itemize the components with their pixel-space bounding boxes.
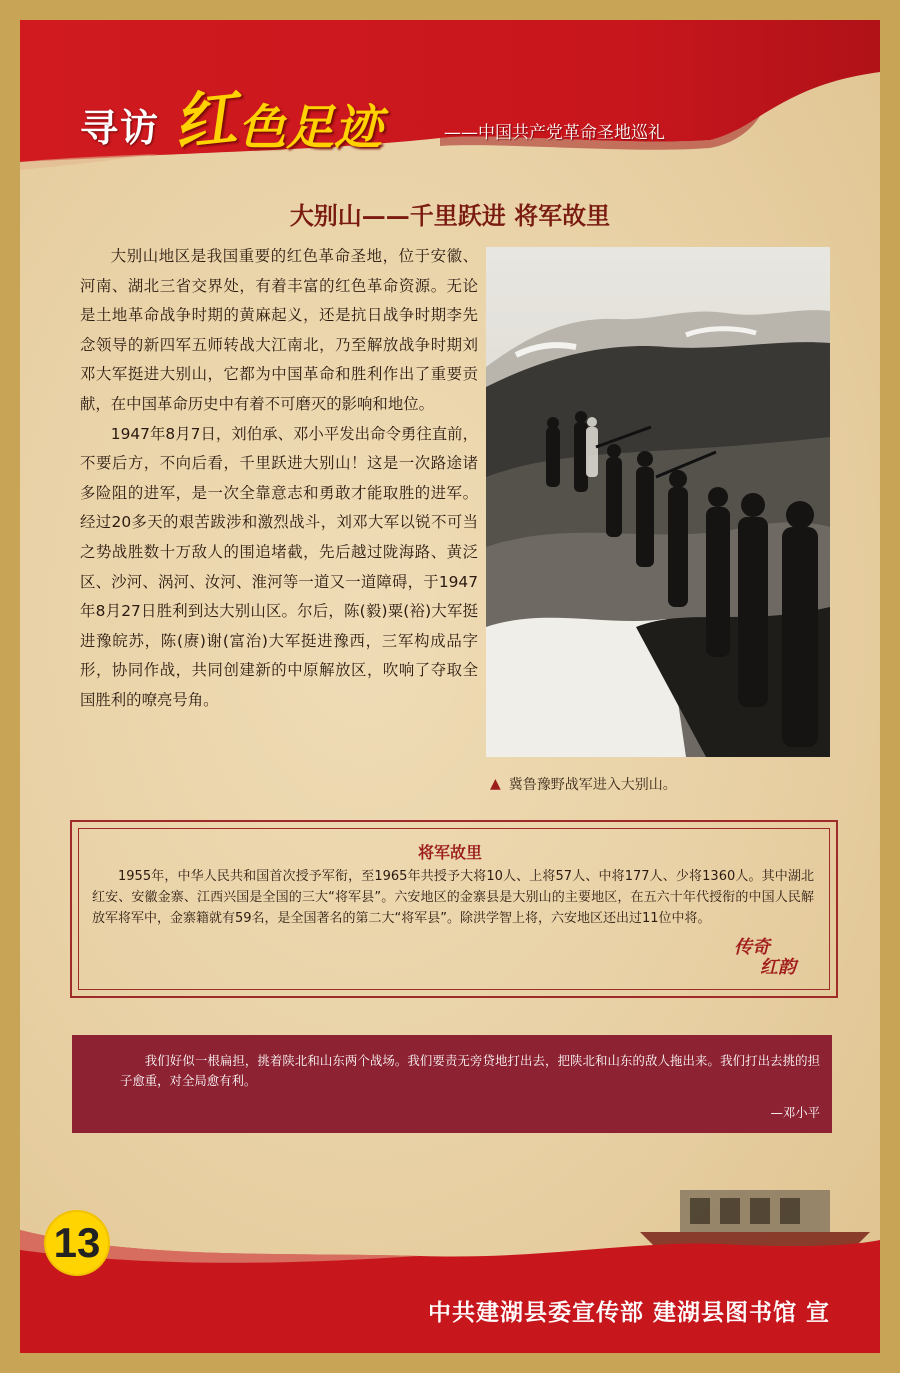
legend-seal (720, 936, 820, 990)
page-number-badge: 13 (46, 1212, 108, 1274)
article-paragraph-2: 1947年8月7日，刘伯承、邓小平发出命令勇往直前，不要后方，不向后看，千里跃进大别山！这是一次路途诸多险阻的进军，是一次全靠意志和勇敢才能取胜的进军。经过20多天的艰苦跋涉和激烈战斗，刘邓大军以锐不可当之势战胜数十万敌人的围追堵截，先后越过陇海路、黄泛区、沙河、涡河、汝河、淮河等一道又一道障碍，于1947年8月27日胜利到达大别山区。尔后，陈(毅)粟(裕)大军挺进豫皖苏，陈(赓)谢(富治)大军挺进豫西，三军构成品字形，协同作战，共同创建新的中原解放区，吹响了夺取全国胜利的嘹亮号角。 (80, 424, 478, 709)
red-boat-illustration (640, 1190, 870, 1252)
series-title (80, 80, 383, 161)
article-body (80, 242, 478, 716)
article-paragraph-1: 大别山地区是我国重要的红色革命圣地，位于安徽、河南、湖北三省交界处，有着丰富的红色革命资源。无论是土地革命战争时期的黄麻起义，还是抗日战争时期李先念领导的新四军五师转战大江南北，乃至解放战争时期刘邓大军挺进大别山，它都为中国革命和胜利作出了重要贡献，在中国革命历史中有着不可磨灭的影响和地位。 (80, 247, 478, 413)
article-title: 大别山——千里跃进 将军故里 (289, 201, 611, 230)
info-box-title: 将军故里 (417, 843, 482, 862)
poster-paper (20, 20, 880, 1353)
series-title-brush-red: 红 (170, 80, 240, 161)
photo-caption (490, 774, 677, 794)
info-box-paragraph: 1955年，中华人民共和国首次授予军衔，至1965年共授予大将10人、上将57人、中将177人、少将1360人。其中湖北红安、安徽金寨、江西兴国是全国的三大“将军县”。六安地区的金寨县是大别山的主要地区，在五六十年代授衔的中国人民解放军将军中，金寨籍就有59名，是全国著名的第二大“将军县”。除洪学智上将，六安地区还出过11位中将。 (92, 869, 814, 926)
info-box-text (92, 866, 814, 929)
photo-caption-text: 冀鲁豫野战军进入大别山。 (508, 777, 677, 793)
footer-red-band (20, 1190, 880, 1353)
seal-line-1: 传奇 (734, 937, 770, 958)
series-subtitle: ——中国共产党革命圣地巡礼 (444, 123, 665, 143)
quote-author: —邓小平 (770, 1105, 820, 1120)
series-title-brush-rest: 色足迹 (238, 100, 383, 156)
caption-triangle-icon: ▲ (490, 776, 501, 792)
quote-text: 我们好似一根扁担，挑着陕北和山东两个战场。我们要责无旁贷地打出去，把陕北和山东的敌人拖出来。我们打出去挑的担子愈重，对全局愈有利。 (120, 1053, 820, 1088)
publisher-line: 中共建湖县委宣传部 建湖县图书馆 宣 (427, 1300, 830, 1326)
quote-box (72, 1035, 832, 1133)
series-title-prefix: 寻访 (80, 105, 161, 150)
historical-photo (486, 247, 830, 757)
seal-line-2: 红韵 (760, 957, 796, 978)
